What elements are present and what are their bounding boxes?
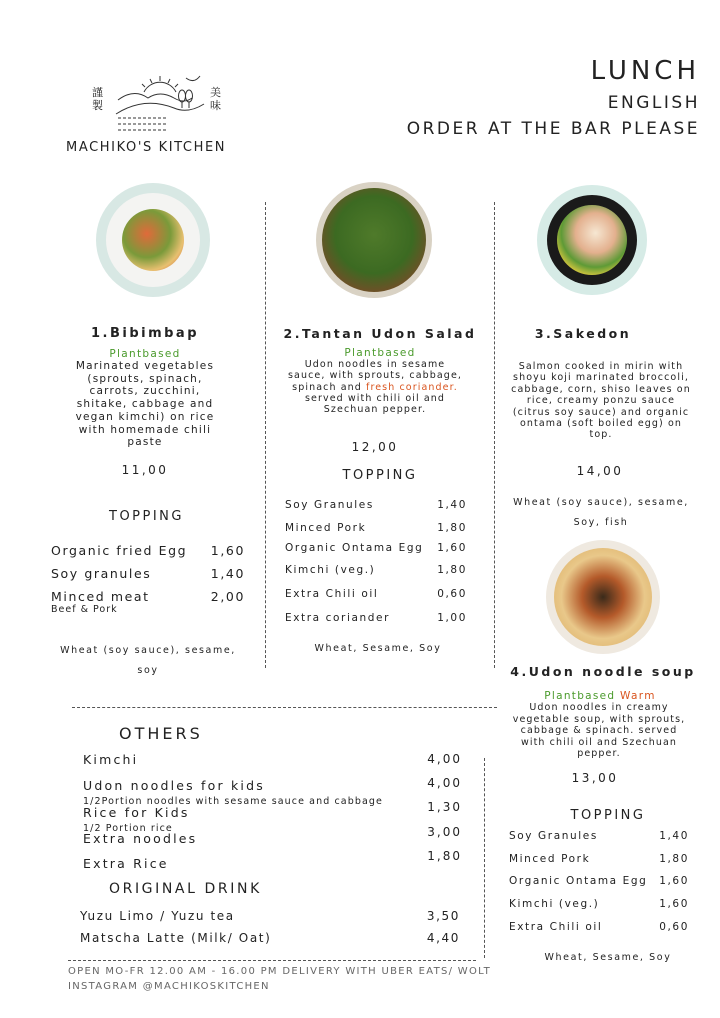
desc-part: Udon noodles in sesame sauce, with sprouts, cabbage, spinach and: [287, 359, 463, 393]
others-item-name: 1/2Portion noodles with sesame sauce and cabbage: [83, 796, 383, 807]
item-name: Minced Pork: [509, 853, 591, 865]
others-item-price: 4,00: [427, 752, 462, 766]
item-price: 1,80: [659, 853, 689, 865]
topping-row: [285, 542, 467, 554]
topping-row: [51, 566, 245, 581]
item-price: 1,80: [437, 564, 467, 576]
seal-left: 謹製: [92, 86, 103, 112]
dish-desc-bibimbap: Marinated vegetables (sprouts, spinach, carrots, zucchini, shitake, cabbage and vegan kimchi) on rice with homemade chili paste: [75, 360, 215, 449]
others-item-name: Rice for Kids: [83, 805, 190, 820]
logo: [66, 70, 260, 160]
item-price: 1,40: [437, 499, 467, 511]
drink-row: [80, 909, 460, 923]
others-item-name: Kimchi: [83, 752, 139, 767]
others-item-name: 1/2 Portion rice: [83, 823, 173, 834]
topping-title-col1: TOPPING: [109, 509, 184, 524]
footer-hours: OPEN MO-FR 12.00 AM - 16.00 PM DELIVERY WITH UBER EATS/ WOLT: [68, 966, 492, 977]
topping-row: [509, 875, 689, 887]
topping-row: [509, 853, 689, 865]
drinks-title: ORIGINAL DRINK: [109, 881, 262, 897]
divider-others: [72, 707, 497, 708]
allergens-col2: Wheat, Sesame, Soy: [314, 643, 442, 654]
topping-note: Beef & Pork: [51, 604, 118, 615]
desc-part: served with chili oil and Szechuan pepper.: [304, 392, 446, 416]
topping-title-col2: TOPPING: [342, 468, 418, 483]
item-name: Extra Chili oil: [285, 588, 379, 600]
sakedon-photo: [537, 185, 647, 295]
others-item-name: Extra Rice: [83, 856, 169, 871]
topping-name: Minced meat: [51, 589, 150, 604]
others-title: OTHERS: [119, 724, 203, 743]
topping-row: [509, 921, 689, 933]
topping-row: [285, 588, 467, 600]
order-instruction: ORDER AT THE BAR PLEASE: [406, 119, 700, 139]
divider-others-right: [484, 758, 485, 958]
topping-title-col4: TOPPING: [570, 808, 646, 823]
item-name: Soy Granules: [509, 830, 598, 842]
tantan-udon-photo: [316, 182, 432, 298]
dish-name-bibimbap: 1.Bibimbap: [90, 326, 200, 341]
item-price: 1,60: [659, 898, 689, 910]
dish-desc-udon-soup: Udon noodles in creamy vegetable soup, with sprouts, cabbage & spinach. served with chili oil and Szechuan pepper.: [512, 702, 686, 760]
bibimbap-photo: [96, 183, 210, 297]
others-item-price: 1,80: [427, 849, 462, 863]
footer-instagram: INSTAGRAM @MACHIKOSKITCHEN: [68, 981, 270, 992]
dish-desc-tantan: [285, 359, 465, 415]
tag-warm: Warm: [620, 690, 656, 702]
dish-tag-tantan: Plantbased: [344, 347, 416, 359]
item-name: Extra coriander: [285, 612, 391, 624]
dish-price-tantan: 12,00: [351, 440, 399, 454]
item-name: Extra Chili oil: [509, 921, 603, 933]
drink-row: [80, 931, 460, 945]
topping-row: [51, 589, 245, 604]
item-name: Soy Granules: [285, 499, 374, 511]
others-item-price: 1,30: [427, 800, 462, 814]
item-price: 1,40: [659, 830, 689, 842]
item-name: Kimchi (veg.): [509, 898, 600, 910]
item-name: Matscha Latte (Milk/ Oat): [80, 931, 272, 945]
item-price: 3,50: [426, 909, 460, 923]
menu-language: ENGLISH: [607, 93, 700, 113]
item-price: 4,40: [426, 931, 460, 945]
item-name: Organic Ontama Egg: [509, 875, 648, 887]
item-name: Yuzu Limo / Yuzu tea: [80, 909, 235, 923]
item-price: 0,60: [437, 588, 467, 600]
menu-title: LUNCH: [590, 56, 700, 86]
others-item-price: 4,00: [427, 776, 462, 790]
topping-price: 1,60: [210, 543, 245, 558]
allergens-col1: Wheat (soy sauce), sesame, soy: [60, 645, 236, 676]
dish-name-sakedon: 3.Sakedon: [534, 326, 632, 341]
item-price: 1,00: [437, 612, 467, 624]
topping-name: Soy granules: [51, 566, 152, 581]
dish-price-sakedon: 14,00: [576, 464, 624, 478]
item-name: Minced Pork: [285, 522, 367, 534]
allergens-col3: Wheat (soy sauce), sesame, Soy, fish: [513, 497, 689, 528]
item-price: 0,60: [659, 921, 689, 933]
item-name: Organic Ontama Egg: [285, 542, 424, 554]
dish-name-tantan: 2.Tantan Udon Salad: [283, 326, 477, 341]
mountain-logo-icon: [114, 74, 210, 136]
dish-tag-bibimbap: Plantbased: [109, 348, 181, 360]
item-price: 1,60: [437, 542, 467, 554]
dish-price-udon-soup: 13,00: [571, 771, 619, 785]
topping-name: Organic fried Egg: [51, 543, 188, 558]
others-item-name: Extra noodles: [83, 831, 198, 846]
item-price: 1,60: [659, 875, 689, 887]
brand-name: MACHIKO'S KITCHEN: [66, 140, 227, 155]
dish-tags-udon-soup: [510, 690, 690, 702]
tag-plantbased: Plantbased: [544, 690, 616, 702]
others-item-price: 3,00: [427, 825, 462, 839]
topping-row: [51, 543, 245, 558]
topping-row: [285, 564, 467, 576]
dish-desc-sakedon: Salmon cooked in mirin with shoyu koji marinated broccoli, cabbage, corn, shiso leaves on rice, creamy ponzu sauce (citrus soy sauce) and organic ontama (soft boiled egg) on top.: [511, 361, 691, 441]
item-name: Kimchi (veg.): [285, 564, 376, 576]
others-item-name: Udon noodles for kids: [83, 778, 265, 793]
udon-soup-photo: [546, 540, 660, 654]
allergens-col4: Wheat, Sesame, Soy: [544, 952, 672, 963]
desc-highlight: fresh coriander.: [366, 381, 458, 393]
topping-row: [509, 898, 689, 910]
topping-row: [509, 830, 689, 842]
dish-name-udon-soup: 4.Udon noodle soup: [510, 664, 696, 679]
topping-price: 2,00: [210, 589, 245, 604]
dish-price-bibimbap: 11,00: [121, 463, 169, 477]
divider-col1: [265, 202, 266, 668]
topping-row: [285, 522, 467, 534]
topping-row: [285, 612, 467, 624]
divider-col2: [494, 202, 495, 668]
seal-right: 美味: [210, 86, 221, 112]
item-price: 1,80: [437, 522, 467, 534]
divider-footer: [68, 960, 476, 961]
topping-price: 1,40: [210, 566, 245, 581]
topping-row: [285, 499, 467, 511]
